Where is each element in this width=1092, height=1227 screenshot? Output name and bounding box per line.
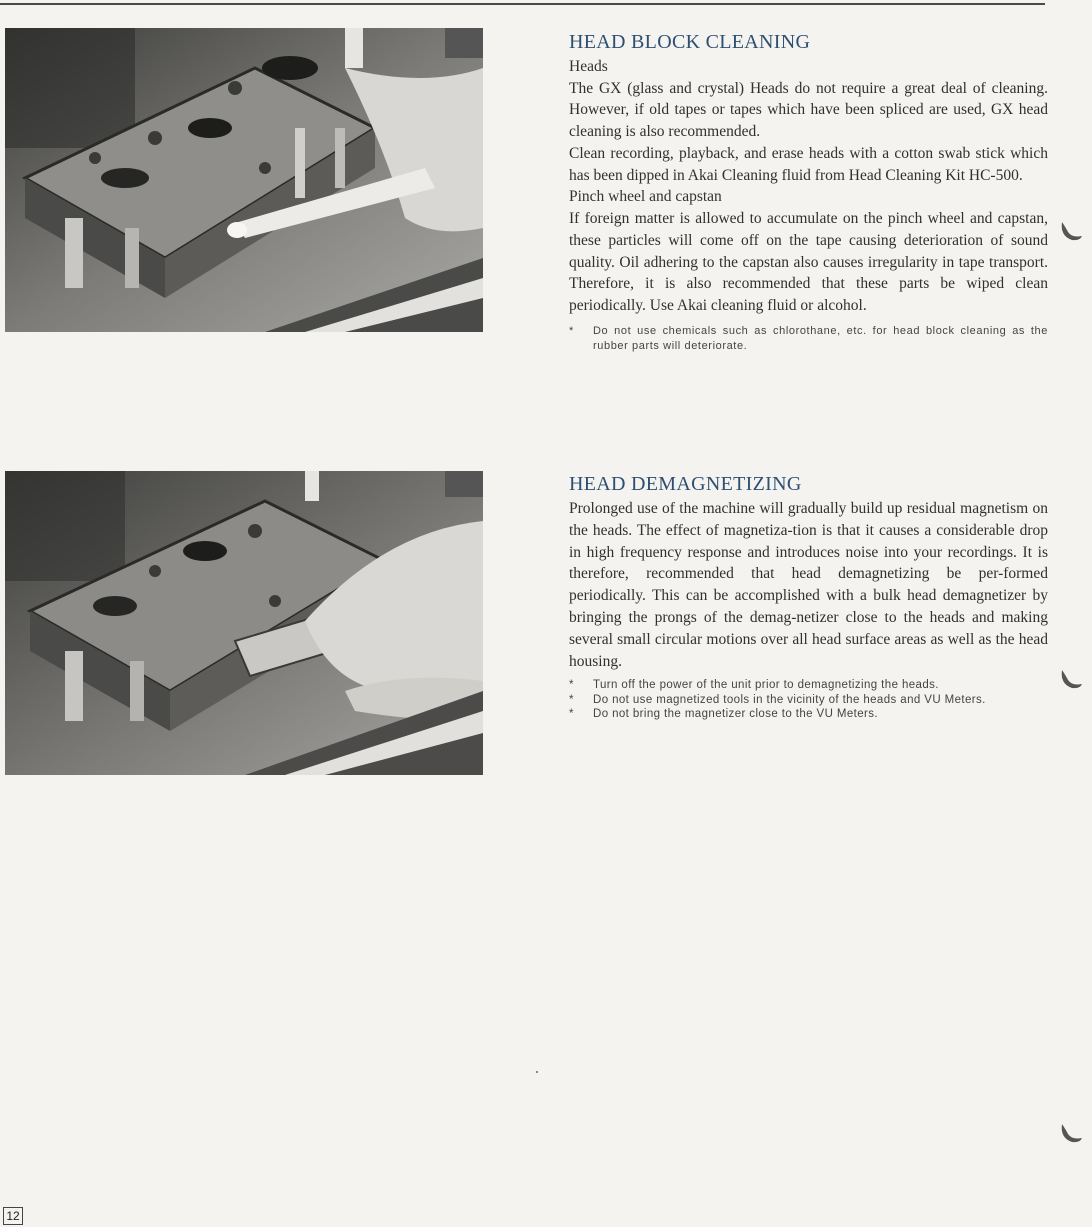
note-marker: * — [569, 679, 574, 692]
head-block-cleaning-photo — [5, 28, 483, 332]
head-block-cleaning-section — [569, 30, 1048, 354]
note-item — [569, 693, 1048, 708]
note-text: Do not use magnetized tools in the vicinity of the heads and VU Meters. — [593, 693, 986, 706]
paragraph-demagnetizing: Prolonged use of the machine will gradually build up residual magnetism on the heads. The effect of magnetiza-tion is that it causes a considerable drop in high frequency response and introduces noise into your recordings. It is therefore, recommended that head demagnetizing be per-formed periodically. This can be accomplished with a bulk head demagnetizer by bringing the prongs of the demag-netizer close to the heads and making several small circular motions over all head surface areas as well as the head housing. — [569, 500, 1048, 670]
head-demagnetizing-photo — [5, 471, 483, 775]
note-text: Do not bring the magnetizer close to the VU Meters. — [593, 708, 879, 721]
notes-list — [569, 678, 1048, 722]
head-demagnetizing-section — [569, 472, 1048, 722]
page-number: 12 — [3, 1207, 23, 1225]
notes-list — [569, 324, 1048, 354]
paragraph-pinch-wheel: If foreign matter is allowed to accumulate on the pinch wheel and capstan, these particles will come off on the tape causing deterioration of sound quality. Oil adhering to the capstan also causes irregularity in tape transport. Therefore, it is also recommended that these parts be wiped clean periodically. Use Akai cleaning fluid or alcohol. — [569, 209, 1048, 315]
subheading-pinch-wheel: Pinch wheel and capstan — [569, 188, 722, 206]
note-item — [569, 678, 1048, 693]
binder-hole-icon — [1058, 666, 1084, 692]
note-marker: * — [569, 693, 574, 706]
note-item — [569, 707, 1048, 722]
top-rule — [0, 3, 1045, 5]
binder-hole-icon — [1058, 218, 1084, 244]
subheading-heads: Heads — [569, 58, 608, 75]
binder-hole-icon — [1058, 1120, 1084, 1146]
note-marker: * — [569, 324, 574, 337]
note-marker: * — [569, 708, 574, 721]
section-title: HEAD BLOCK CLEANING — [569, 31, 811, 53]
note-item — [569, 324, 1048, 354]
scan-speck — [536, 1071, 538, 1073]
paragraph-gx-heads: The GX (glass and crystal) Heads do not require a great deal of cleaning. However, if old tapes or tapes which have been spliced are used, GX head cleaning is also recommended. — [569, 79, 1048, 141]
section-title: HEAD DEMAGNETIZING — [569, 473, 802, 495]
note-text: Turn off the power of the unit prior to demagnetizing the heads. — [593, 679, 939, 692]
paragraph-clean-heads: Clean recording, playback, and erase heads with a cotton swab stick which has been dipped in Akai Cleaning fluid from Head Cleaning Kit HC-500. — [569, 144, 1048, 184]
note-text: Do not use chemicals such as chlorothane, etc. for head block cleaning as the rubber parts will deteriorate. — [593, 324, 1048, 352]
